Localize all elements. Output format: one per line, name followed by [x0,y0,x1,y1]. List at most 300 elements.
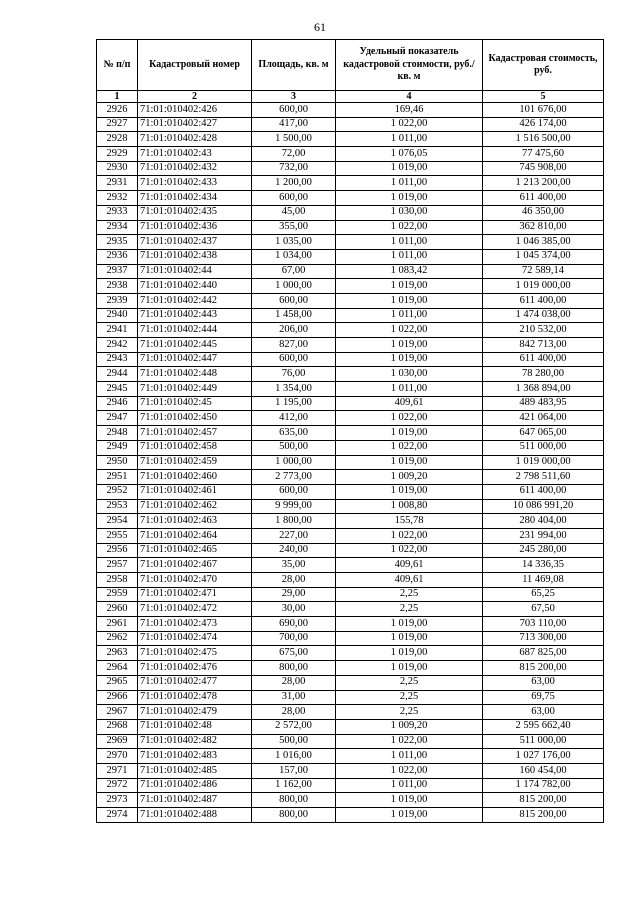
table-row [97,734,604,749]
row-number-cell: 2974 [97,808,138,823]
area-cell: 500,00 [252,440,336,455]
area-cell: 1 016,00 [252,749,336,764]
column-number: 4 [336,91,483,103]
rate-cell: 1 022,00 [336,543,483,558]
table-row [97,808,604,823]
cost-cell: 1 174 782,00 [483,778,604,793]
rate-cell: 1 019,00 [336,631,483,646]
cadastral-number-cell: 71:01:010402:43 [138,147,252,162]
cadastral-number-cell: 71:01:010402:467 [138,558,252,573]
row-number-cell: 2934 [97,220,138,235]
cadastral-number-cell: 71:01:010402:437 [138,235,252,250]
table-row [97,249,604,264]
table-row [97,543,604,558]
table-row [97,749,604,764]
area-cell: 600,00 [252,191,336,206]
table-row [97,205,604,220]
rate-cell: 1 009,20 [336,470,483,485]
row-number-cell: 2961 [97,617,138,632]
rate-cell: 1 011,00 [336,749,483,764]
rate-cell: 409,61 [336,573,483,588]
area-cell: 240,00 [252,543,336,558]
cadastral-table [96,39,604,823]
cost-cell: 511 000,00 [483,440,604,455]
cadastral-number-cell: 71:01:010402:427 [138,117,252,132]
rate-cell: 2,25 [336,602,483,617]
area-cell: 827,00 [252,338,336,353]
cadastral-number-cell: 71:01:010402:450 [138,411,252,426]
cost-cell: 67,50 [483,602,604,617]
area-cell: 31,00 [252,690,336,705]
area-cell: 1 354,00 [252,382,336,397]
table-row [97,528,604,543]
area-cell: 675,00 [252,646,336,661]
area-cell: 500,00 [252,734,336,749]
rate-cell: 2,25 [336,690,483,705]
area-cell: 72,00 [252,147,336,162]
table-row [97,338,604,353]
table-row [97,323,604,338]
rate-cell: 1 019,00 [336,661,483,676]
cadastral-number-cell: 71:01:010402:432 [138,161,252,176]
cost-cell: 647 065,00 [483,426,604,441]
table-row [97,690,604,705]
table-row [97,147,604,162]
area-cell: 28,00 [252,675,336,690]
column-number: 2 [138,91,252,103]
rate-cell: 1 011,00 [336,176,483,191]
table-row [97,308,604,323]
area-cell: 29,00 [252,587,336,602]
table-row [97,573,604,588]
cadastral-number-cell: 71:01:010402:428 [138,132,252,147]
cadastral-number-cell: 71:01:010402:479 [138,705,252,720]
cadastral-number-cell: 71:01:010402:459 [138,455,252,470]
rate-cell: 1 030,00 [336,205,483,220]
area-cell: 1 162,00 [252,778,336,793]
area-cell: 1 800,00 [252,514,336,529]
table-row [97,382,604,397]
area-cell: 600,00 [252,352,336,367]
row-number-cell: 2932 [97,191,138,206]
rate-cell: 1 022,00 [336,528,483,543]
area-cell: 417,00 [252,117,336,132]
cost-cell: 1 368 894,00 [483,382,604,397]
rate-cell: 1 022,00 [336,323,483,338]
row-number-cell: 2936 [97,249,138,264]
area-cell: 28,00 [252,705,336,720]
table-row [97,191,604,206]
rate-cell: 409,61 [336,558,483,573]
table-row [97,646,604,661]
row-number-cell: 2933 [97,205,138,220]
rate-cell: 1 022,00 [336,411,483,426]
rate-cell: 1 019,00 [336,793,483,808]
cadastral-number-cell: 71:01:010402:462 [138,499,252,514]
cost-cell: 245 280,00 [483,543,604,558]
table-row [97,778,604,793]
cadastral-number-cell: 71:01:010402:440 [138,279,252,294]
rate-cell: 2,25 [336,587,483,602]
row-number-cell: 2969 [97,734,138,749]
area-cell: 1 195,00 [252,396,336,411]
table-row [97,514,604,529]
cost-cell: 1 019 000,00 [483,455,604,470]
area-cell: 76,00 [252,367,336,382]
cost-cell: 842 713,00 [483,338,604,353]
cadastral-number-cell: 71:01:010402:488 [138,808,252,823]
cost-cell: 210 532,00 [483,323,604,338]
cadastral-number-cell: 71:01:010402:444 [138,323,252,338]
cost-cell: 687 825,00 [483,646,604,661]
table-row [97,293,604,308]
table-row [97,426,604,441]
table-row [97,440,604,455]
row-number-cell: 2930 [97,161,138,176]
table-row [97,367,604,382]
table-row [97,396,604,411]
row-number-cell: 2945 [97,382,138,397]
cadastral-number-cell: 71:01:010402:471 [138,587,252,602]
rate-cell: 1 011,00 [336,778,483,793]
row-number-cell: 2962 [97,631,138,646]
row-number-cell: 2948 [97,426,138,441]
table-row [97,617,604,632]
rate-cell: 1 009,20 [336,719,483,734]
cadastral-number-cell: 71:01:010402:433 [138,176,252,191]
row-number-cell: 2946 [97,396,138,411]
area-cell: 2 572,00 [252,719,336,734]
row-number-cell: 2963 [97,646,138,661]
cost-cell: 78 280,00 [483,367,604,382]
table-row [97,279,604,294]
row-number-cell: 2944 [97,367,138,382]
area-cell: 1 000,00 [252,279,336,294]
cadastral-number-cell: 71:01:010402:448 [138,367,252,382]
cadastral-number-cell: 71:01:010402:458 [138,440,252,455]
column-number: 5 [483,91,604,103]
row-number-cell: 2928 [97,132,138,147]
cost-cell: 815 200,00 [483,808,604,823]
cadastral-number-cell: 71:01:010402:457 [138,426,252,441]
cost-cell: 611 400,00 [483,352,604,367]
table-row [97,411,604,426]
cost-cell: 14 336,35 [483,558,604,573]
table-row [97,484,604,499]
cadastral-number-cell: 71:01:010402:426 [138,103,252,118]
row-number-cell: 2958 [97,573,138,588]
cadastral-number-cell: 71:01:010402:470 [138,573,252,588]
rate-cell: 409,61 [336,396,483,411]
header-row [97,40,604,91]
area-cell: 1 500,00 [252,132,336,147]
rate-cell: 1 011,00 [336,382,483,397]
header-cost: Кадастровая стоимость, руб. [483,40,604,91]
table-body [97,103,604,823]
row-number-cell: 2931 [97,176,138,191]
cadastral-number-cell: 71:01:010402:476 [138,661,252,676]
table-row [97,499,604,514]
rate-cell: 1 019,00 [336,617,483,632]
cost-cell: 489 483,95 [483,396,604,411]
row-number-cell: 2929 [97,147,138,162]
rate-cell: 1 019,00 [336,455,483,470]
rate-cell: 169,46 [336,103,483,118]
cost-cell: 1 213 200,00 [483,176,604,191]
cadastral-number-cell: 71:01:010402:486 [138,778,252,793]
rate-cell: 1 022,00 [336,117,483,132]
table-row [97,220,604,235]
table-row [97,470,604,485]
cost-cell: 2 595 662,40 [483,719,604,734]
area-cell: 600,00 [252,103,336,118]
area-cell: 157,00 [252,763,336,778]
rate-cell: 155,78 [336,514,483,529]
table-row [97,675,604,690]
cadastral-number-cell: 71:01:010402:483 [138,749,252,764]
cadastral-number-cell: 71:01:010402:485 [138,763,252,778]
header-area: Площадь, кв. м [252,40,336,91]
cost-cell: 11 469,08 [483,573,604,588]
cost-cell: 421 064,00 [483,411,604,426]
area-cell: 1 458,00 [252,308,336,323]
area-cell: 28,00 [252,573,336,588]
rate-cell: 2,25 [336,675,483,690]
cost-cell: 1 019 000,00 [483,279,604,294]
page-number: 61 [314,20,326,34]
row-number-cell: 2971 [97,763,138,778]
row-number-cell: 2947 [97,411,138,426]
cadastral-number-cell: 71:01:010402:472 [138,602,252,617]
cadastral-number-cell: 71:01:010402:447 [138,352,252,367]
cadastral-number-cell: 71:01:010402:464 [138,528,252,543]
rate-cell: 1 022,00 [336,220,483,235]
table-row [97,103,604,118]
rate-cell: 1 019,00 [336,808,483,823]
area-cell: 206,00 [252,323,336,338]
row-number-cell: 2941 [97,323,138,338]
table-row [97,719,604,734]
area-cell: 690,00 [252,617,336,632]
cadastral-number-cell: 71:01:010402:48 [138,719,252,734]
table-row [97,176,604,191]
row-number-cell: 2956 [97,543,138,558]
cost-cell: 63,00 [483,675,604,690]
cost-cell: 745 908,00 [483,161,604,176]
table-row [97,661,604,676]
cost-cell: 1 474 038,00 [483,308,604,323]
cost-cell: 611 400,00 [483,293,604,308]
row-number-cell: 2959 [97,587,138,602]
row-number-cell: 2953 [97,499,138,514]
rate-cell: 1 011,00 [336,235,483,250]
column-number: 3 [252,91,336,103]
table-row [97,631,604,646]
row-number-cell: 2967 [97,705,138,720]
area-cell: 67,00 [252,264,336,279]
cadastral-number-cell: 71:01:010402:45 [138,396,252,411]
area-cell: 732,00 [252,161,336,176]
area-cell: 635,00 [252,426,336,441]
area-cell: 227,00 [252,528,336,543]
cost-cell: 1 516 500,00 [483,132,604,147]
cadastral-number-cell: 71:01:010402:474 [138,631,252,646]
row-number-cell: 2950 [97,455,138,470]
table-row [97,264,604,279]
table-row [97,587,604,602]
row-number-cell: 2927 [97,117,138,132]
rate-cell: 1 019,00 [336,426,483,441]
cost-cell: 611 400,00 [483,484,604,499]
area-cell: 30,00 [252,602,336,617]
cost-cell: 2 798 511,60 [483,470,604,485]
area-cell: 1 034,00 [252,249,336,264]
cadastral-number-cell: 71:01:010402:445 [138,338,252,353]
row-number-cell: 2973 [97,793,138,808]
rate-cell: 1 019,00 [336,352,483,367]
cost-cell: 10 086 991,20 [483,499,604,514]
rate-cell: 1 019,00 [336,191,483,206]
header-num: № п/п [97,40,138,91]
cadastral-number-cell: 71:01:010402:463 [138,514,252,529]
rate-cell: 1 022,00 [336,734,483,749]
cost-cell: 815 200,00 [483,661,604,676]
cadastral-number-cell: 71:01:010402:478 [138,690,252,705]
row-number-cell: 2954 [97,514,138,529]
row-number-cell: 2965 [97,675,138,690]
cadastral-number-cell: 71:01:010402:460 [138,470,252,485]
cadastral-number-cell: 71:01:010402:434 [138,191,252,206]
table-row [97,558,604,573]
table-row [97,352,604,367]
rate-cell: 1 030,00 [336,367,483,382]
row-number-cell: 2938 [97,279,138,294]
row-number-cell: 2970 [97,749,138,764]
cost-cell: 713 300,00 [483,631,604,646]
row-number-cell: 2966 [97,690,138,705]
area-cell: 600,00 [252,484,336,499]
table-row [97,161,604,176]
cadastral-number-cell: 71:01:010402:443 [138,308,252,323]
rate-cell: 1 019,00 [336,279,483,294]
area-cell: 700,00 [252,631,336,646]
table-row [97,117,604,132]
cost-cell: 77 475,60 [483,147,604,162]
rate-cell: 1 019,00 [336,646,483,661]
cost-cell: 231 994,00 [483,528,604,543]
rate-cell: 1 008,80 [336,499,483,514]
column-number-row [97,91,604,103]
row-number-cell: 2939 [97,293,138,308]
rate-cell: 1 022,00 [336,763,483,778]
table-row [97,705,604,720]
cost-cell: 815 200,00 [483,793,604,808]
cost-cell: 65,25 [483,587,604,602]
table-row [97,132,604,147]
cost-cell: 362 810,00 [483,220,604,235]
cost-cell: 63,00 [483,705,604,720]
table-row [97,793,604,808]
area-cell: 600,00 [252,293,336,308]
cost-cell: 1 045 374,00 [483,249,604,264]
rate-cell: 1 076,05 [336,147,483,162]
area-cell: 800,00 [252,808,336,823]
cadastral-number-cell: 71:01:010402:473 [138,617,252,632]
cost-cell: 1 046 385,00 [483,235,604,250]
cadastral-number-cell: 71:01:010402:477 [138,675,252,690]
cost-cell: 160 454,00 [483,763,604,778]
row-number-cell: 2926 [97,103,138,118]
cadastral-number-cell: 71:01:010402:482 [138,734,252,749]
cadastral-number-cell: 71:01:010402:487 [138,793,252,808]
rate-cell: 1 019,00 [336,484,483,499]
cadastral-number-cell: 71:01:010402:436 [138,220,252,235]
row-number-cell: 2949 [97,440,138,455]
cadastral-number-cell: 71:01:010402:44 [138,264,252,279]
row-number-cell: 2951 [97,470,138,485]
rate-cell: 1 019,00 [336,161,483,176]
cost-cell: 280 404,00 [483,514,604,529]
cadastral-number-cell: 71:01:010402:449 [138,382,252,397]
row-number-cell: 2940 [97,308,138,323]
rate-cell: 1 083,42 [336,264,483,279]
header-rate: Удельный показатель кадастровой стоимости, руб./кв. м [336,40,483,91]
row-number-cell: 2943 [97,352,138,367]
cost-cell: 46 350,00 [483,205,604,220]
area-cell: 355,00 [252,220,336,235]
row-number-cell: 2960 [97,602,138,617]
area-cell: 2 773,00 [252,470,336,485]
table-row [97,602,604,617]
table-row [97,763,604,778]
rate-cell: 1 011,00 [336,249,483,264]
cost-cell: 611 400,00 [483,191,604,206]
header-cadastral: Кадастровый номер [138,40,252,91]
row-number-cell: 2957 [97,558,138,573]
cost-cell: 426 174,00 [483,117,604,132]
rate-cell: 1 011,00 [336,308,483,323]
row-number-cell: 2937 [97,264,138,279]
table-row [97,235,604,250]
row-number-cell: 2952 [97,484,138,499]
area-cell: 35,00 [252,558,336,573]
row-number-cell: 2964 [97,661,138,676]
column-number: 1 [97,91,138,103]
row-number-cell: 2968 [97,719,138,734]
area-cell: 800,00 [252,661,336,676]
cadastral-number-cell: 71:01:010402:442 [138,293,252,308]
area-cell: 412,00 [252,411,336,426]
row-number-cell: 2955 [97,528,138,543]
area-cell: 800,00 [252,793,336,808]
rate-cell: 1 022,00 [336,440,483,455]
area-cell: 9 999,00 [252,499,336,514]
rate-cell: 1 011,00 [336,132,483,147]
cost-cell: 101 676,00 [483,103,604,118]
area-cell: 1 200,00 [252,176,336,191]
rate-cell: 1 019,00 [336,293,483,308]
cadastral-number-cell: 71:01:010402:435 [138,205,252,220]
cadastral-number-cell: 71:01:010402:465 [138,543,252,558]
row-number-cell: 2942 [97,338,138,353]
area-cell: 45,00 [252,205,336,220]
cost-cell: 703 110,00 [483,617,604,632]
cadastral-number-cell: 71:01:010402:475 [138,646,252,661]
rate-cell: 2,25 [336,705,483,720]
area-cell: 1 000,00 [252,455,336,470]
cadastral-number-cell: 71:01:010402:461 [138,484,252,499]
row-number-cell: 2935 [97,235,138,250]
